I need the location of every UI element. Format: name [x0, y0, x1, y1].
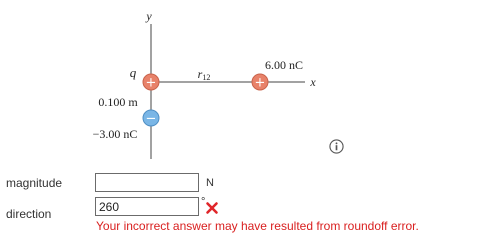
charge-3-label: −3.00 nC [92, 127, 138, 141]
charge-q-sign: + [145, 75, 157, 91]
magnitude-label: magnitude [6, 176, 63, 190]
distance-subscript: 12 [202, 73, 211, 82]
y-axis-label: y [146, 9, 152, 23]
magnitude-unit: N [206, 177, 214, 189]
vertical-distance-label: 0.100 m [98, 95, 138, 109]
direction-label: direction [6, 207, 52, 221]
charge-3-sign: − [145, 111, 157, 127]
x-axis-label: x [310, 75, 316, 89]
direction-input[interactable] [95, 197, 199, 216]
feedback-message: Your incorrect answer may have resulted from roundoff error. [96, 219, 419, 233]
charge-2-sign: + [254, 75, 266, 91]
distance-label [198, 67, 211, 82]
direction-unit: ° [201, 196, 206, 208]
magnitude-input[interactable] [95, 173, 199, 192]
charge-q-label: q [129, 65, 137, 80]
distance-r: r [197, 67, 203, 81]
info-icon[interactable] [329, 139, 344, 154]
charge-2-label: 6.00 nC [264, 58, 304, 72]
x-mark-icon [205, 201, 219, 215]
